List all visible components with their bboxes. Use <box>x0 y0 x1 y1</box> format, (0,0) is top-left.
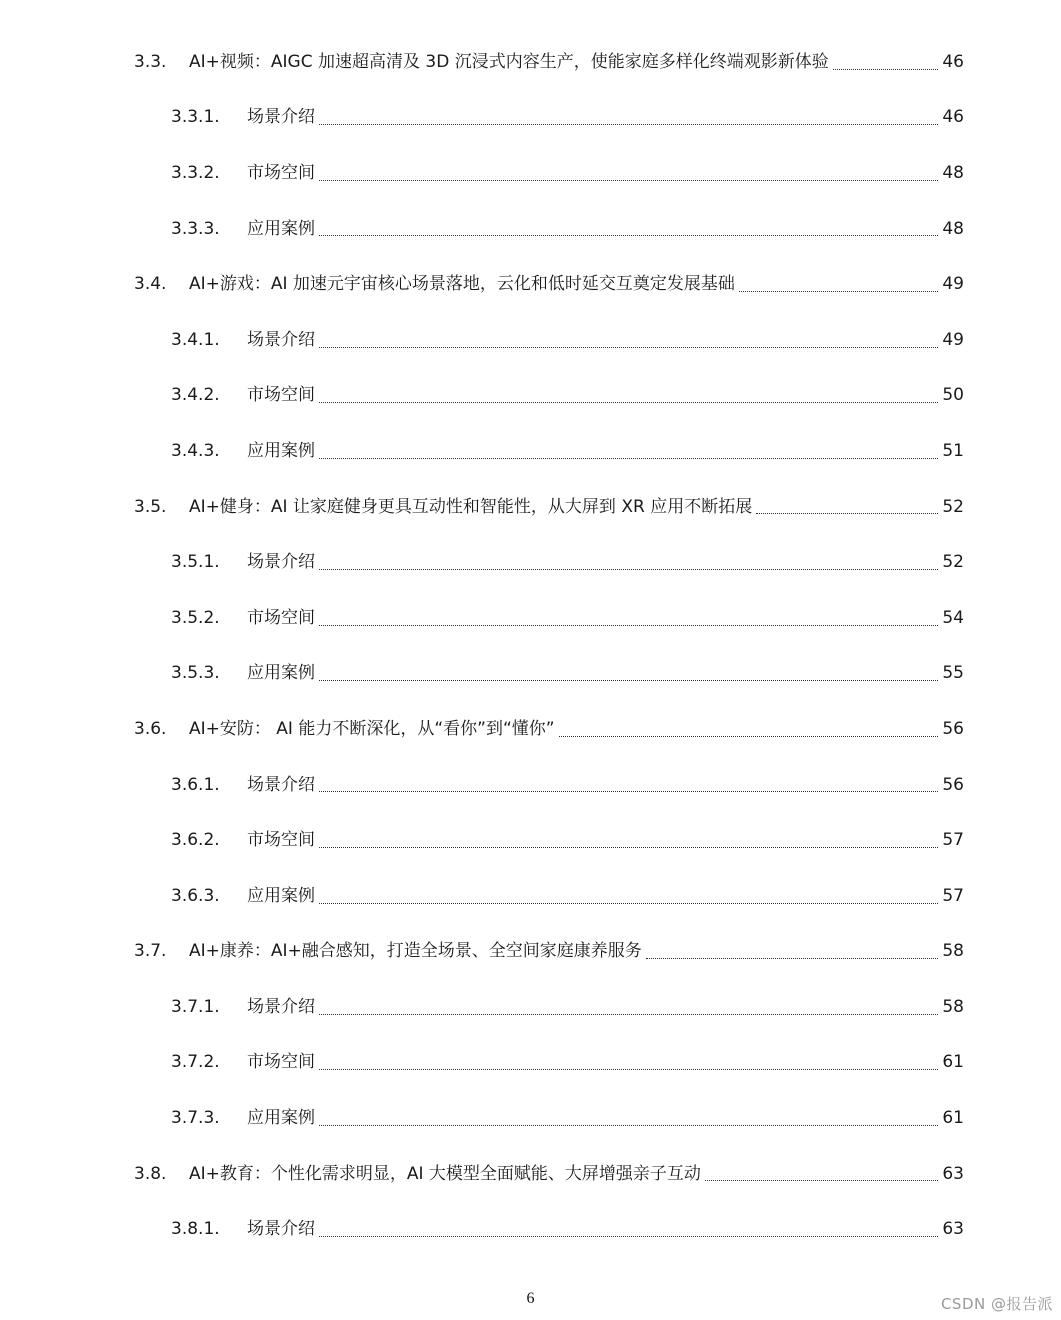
toc-entry-page: 63 <box>942 1219 964 1240</box>
toc-entry-number: 3.5.3. <box>171 663 220 684</box>
toc-dot-leader <box>319 625 938 626</box>
toc-dot-leader <box>559 736 938 737</box>
toc-entry-number: 3.7. <box>134 941 167 962</box>
toc-entry-title: AI+教育：个性化需求明显，AI 大模型全面赋能、大屏增强亲子互动 <box>189 1163 701 1184</box>
toc-entry-title: 场景介绍 <box>247 996 315 1017</box>
toc-dot-leader <box>319 1069 938 1070</box>
toc-entry-page: 46 <box>942 107 964 128</box>
toc-entry-number: 3.5.2. <box>171 607 220 628</box>
toc-entry-page: 52 <box>942 496 964 517</box>
toc-entry-3-4-1[interactable] <box>0 312 1061 368</box>
toc-dot-leader <box>319 180 938 181</box>
toc-entry-3-6-1[interactable] <box>0 757 1061 813</box>
watermark: CSDN @报告派 <box>940 1295 1053 1313</box>
toc-entry-number: 3.6.1. <box>171 774 220 795</box>
toc-dot-leader <box>739 291 938 292</box>
toc-entry-3-6-2[interactable] <box>0 812 1061 868</box>
toc-entry-3-7-2[interactable] <box>0 1035 1061 1091</box>
toc-entry-3-7[interactable] <box>0 924 1061 980</box>
toc-entry-title: AI+视频：AIGC 加速超高清及 3D 沉浸式内容生产，使能家庭多样化终端观影新体验 <box>189 51 829 72</box>
toc-entry-3-4-2[interactable] <box>0 368 1061 424</box>
toc-entry-3-8[interactable] <box>0 1146 1061 1202</box>
toc-entry-title: 应用案例 <box>247 1108 315 1129</box>
toc-entry-page: 58 <box>942 941 964 962</box>
toc-entry-page: 55 <box>942 663 964 684</box>
toc-entry-page: 56 <box>942 718 964 739</box>
toc-entry-number: 3.3.2. <box>171 162 220 183</box>
toc-entry-page: 49 <box>942 329 964 350</box>
toc-entry-page: 54 <box>942 607 964 628</box>
toc-dot-leader <box>833 69 938 70</box>
table-of-contents <box>0 34 1061 1257</box>
toc-dot-leader <box>319 903 938 904</box>
toc-entry-3-5-1[interactable] <box>0 534 1061 590</box>
toc-entry-3-4[interactable] <box>0 256 1061 312</box>
toc-entry-number: 3.7.3. <box>171 1108 220 1129</box>
toc-dot-leader <box>319 1014 938 1015</box>
toc-entry-number: 3.5.1. <box>171 552 220 573</box>
toc-entry-number: 3.8.1. <box>171 1219 220 1240</box>
toc-entry-page: 48 <box>942 218 964 239</box>
toc-entry-page: 48 <box>942 162 964 183</box>
toc-dot-leader <box>319 569 938 570</box>
toc-entry-title: 市场空间 <box>247 385 315 406</box>
toc-entry-title: 场景介绍 <box>247 1219 315 1240</box>
toc-entry-3-3-1[interactable] <box>0 90 1061 146</box>
toc-entry-number: 3.3.3. <box>171 218 220 239</box>
toc-entry-number: 3.4.2. <box>171 385 220 406</box>
toc-entry-page: 49 <box>942 274 964 295</box>
toc-entry-number: 3.6. <box>134 718 167 739</box>
toc-entry-page: 50 <box>942 385 964 406</box>
page-number: 6 <box>526 1290 535 1307</box>
toc-entry-page: 58 <box>942 996 964 1017</box>
toc-entry-page: 57 <box>942 830 964 851</box>
toc-entry-title: 市场空间 <box>247 830 315 851</box>
toc-entry-title: 场景介绍 <box>247 329 315 350</box>
toc-entry-title: 场景介绍 <box>247 774 315 795</box>
toc-dot-leader <box>319 1125 938 1126</box>
toc-entry-title: AI+康养：AI+融合感知，打造全场景、全空间家庭康养服务 <box>189 941 642 962</box>
toc-entry-3-6[interactable] <box>0 701 1061 757</box>
toc-entry-title: AI+游戏：AI 加速元宇宙核心场景落地，云化和低时延交互奠定发展基础 <box>189 274 735 295</box>
toc-entry-title: 市场空间 <box>247 607 315 628</box>
toc-entry-title: AI+安防： AI 能力不断深化，从“看你”到“懂你” <box>189 718 555 739</box>
toc-entry-3-7-1[interactable] <box>0 979 1061 1035</box>
toc-entry-page: 52 <box>942 552 964 573</box>
toc-dot-leader <box>705 1180 938 1181</box>
toc-entry-title: 应用案例 <box>247 663 315 684</box>
toc-dot-leader <box>646 958 938 959</box>
toc-entry-page: 46 <box>942 51 964 72</box>
toc-entry-title: 场景介绍 <box>247 552 315 573</box>
toc-entry-3-3-3[interactable] <box>0 201 1061 257</box>
toc-entry-title: 应用案例 <box>247 440 315 461</box>
toc-entry-title: 市场空间 <box>247 162 315 183</box>
toc-entry-3-6-3[interactable] <box>0 868 1061 924</box>
toc-entry-3-7-3[interactable] <box>0 1090 1061 1146</box>
toc-entry-number: 3.5. <box>134 496 167 517</box>
toc-dot-leader <box>319 458 938 459</box>
toc-entry-number: 3.3. <box>134 51 167 72</box>
toc-entry-page: 61 <box>942 1108 964 1129</box>
toc-entry-title: AI+健身：AI 让家庭健身更具互动性和智能性，从大屏到 XR 应用不断拓展 <box>189 496 753 517</box>
toc-dot-leader <box>319 235 938 236</box>
toc-entry-title: 场景介绍 <box>247 107 315 128</box>
toc-entry-3-3-2[interactable] <box>0 145 1061 201</box>
toc-entry-number: 3.4.3. <box>171 440 220 461</box>
toc-entry-page: 51 <box>942 440 964 461</box>
toc-dot-leader <box>319 1236 938 1237</box>
toc-dot-leader <box>319 847 938 848</box>
toc-entry-title: 应用案例 <box>247 885 315 906</box>
toc-entry-number: 3.4.1. <box>171 329 220 350</box>
toc-entry-title: 应用案例 <box>247 218 315 239</box>
toc-entry-number: 3.8. <box>134 1163 167 1184</box>
toc-entry-3-4-3[interactable] <box>0 423 1061 479</box>
toc-entry-page: 63 <box>942 1163 964 1184</box>
toc-entry-title: 市场空间 <box>247 1052 315 1073</box>
toc-entry-page: 56 <box>942 774 964 795</box>
toc-entry-number: 3.6.2. <box>171 830 220 851</box>
toc-entry-number: 3.7.2. <box>171 1052 220 1073</box>
toc-entry-3-8-1[interactable] <box>0 1201 1061 1257</box>
toc-entry-3-5-2[interactable] <box>0 590 1061 646</box>
toc-dot-leader <box>319 680 938 681</box>
toc-entry-number: 3.7.1. <box>171 996 220 1017</box>
toc-entry-number: 3.3.1. <box>171 107 220 128</box>
toc-entry-3-5[interactable] <box>0 479 1061 535</box>
toc-dot-leader <box>756 513 938 514</box>
toc-dot-leader <box>319 124 938 125</box>
toc-dot-leader <box>319 347 938 348</box>
toc-entry-page: 61 <box>942 1052 964 1073</box>
toc-dot-leader <box>319 402 938 403</box>
toc-dot-leader <box>319 791 938 792</box>
toc-entry-number: 3.4. <box>134 274 167 295</box>
toc-entry-number: 3.6.3. <box>171 885 220 906</box>
toc-entry-3-5-3[interactable] <box>0 646 1061 702</box>
toc-entry-page: 57 <box>942 885 964 906</box>
toc-entry-3-3[interactable] <box>0 34 1061 90</box>
